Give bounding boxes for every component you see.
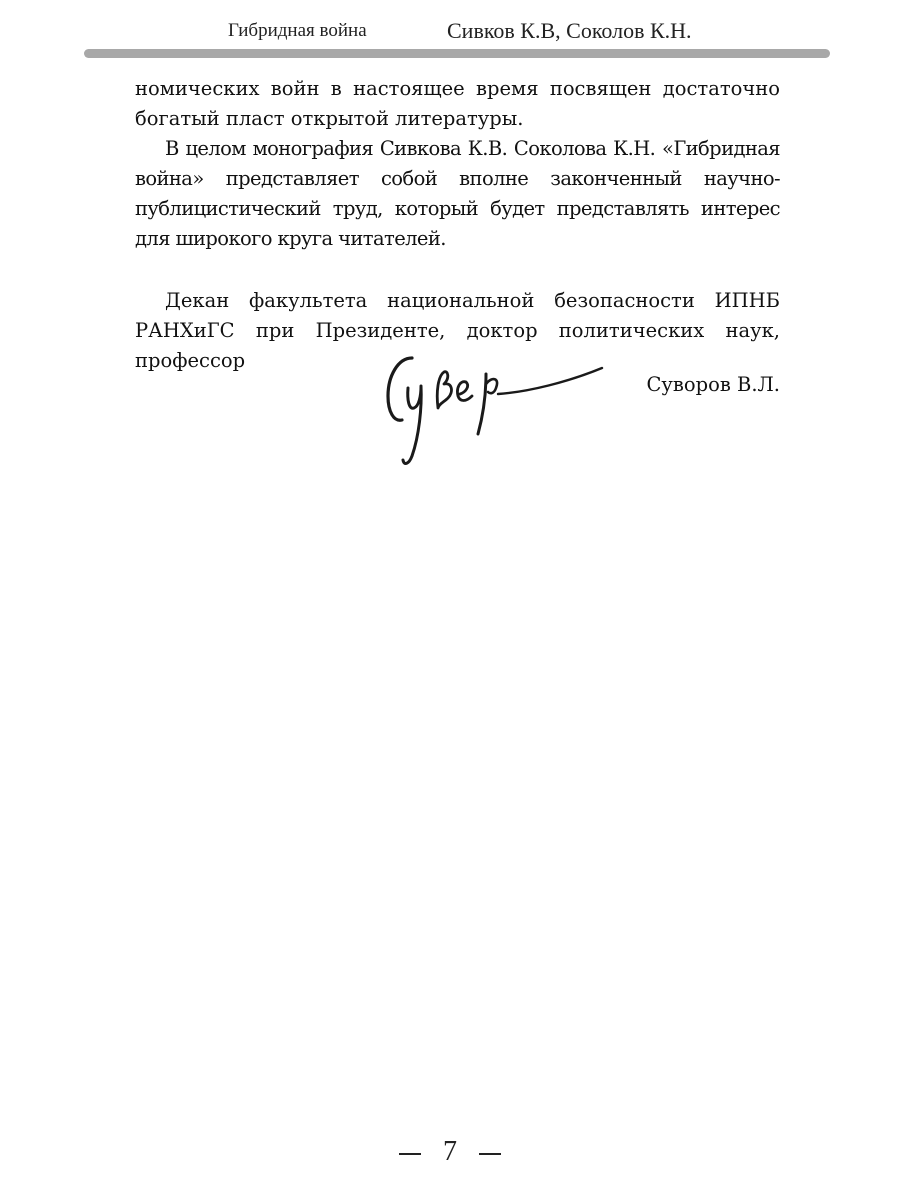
paragraph-signer-title: Декан факультета национальной безопасности ИПНБ РАНХиГС при Президенте, доктор политических наук, профессор [135,289,780,372]
signer-name: Суворов В.Л. [646,373,780,396]
book-authors: Сивков К.В, Соколов К.Н. [447,18,692,43]
book-title: Гибридная война [228,20,367,41]
paragraph-conclusion: В целом монография Сивкова К.В. Соколова К.Н. «Гибридная война» представляет собой вполне законченный научно-публицистический труд, который будет представлять интерес для широкого круга читателей. [135,137,780,250]
dash-right [479,1153,501,1155]
page-footer [0,1136,900,1168]
paragraph-continuation: номических войн в настоящее время посвящен достаточно богатый пласт открытой литературы. [135,77,780,130]
page-body [135,74,780,376]
dash-left [399,1153,421,1155]
running-header [0,18,900,48]
header-rule [84,49,830,58]
handwritten-signature [378,348,608,473]
page-number: 7 [443,1136,457,1167]
